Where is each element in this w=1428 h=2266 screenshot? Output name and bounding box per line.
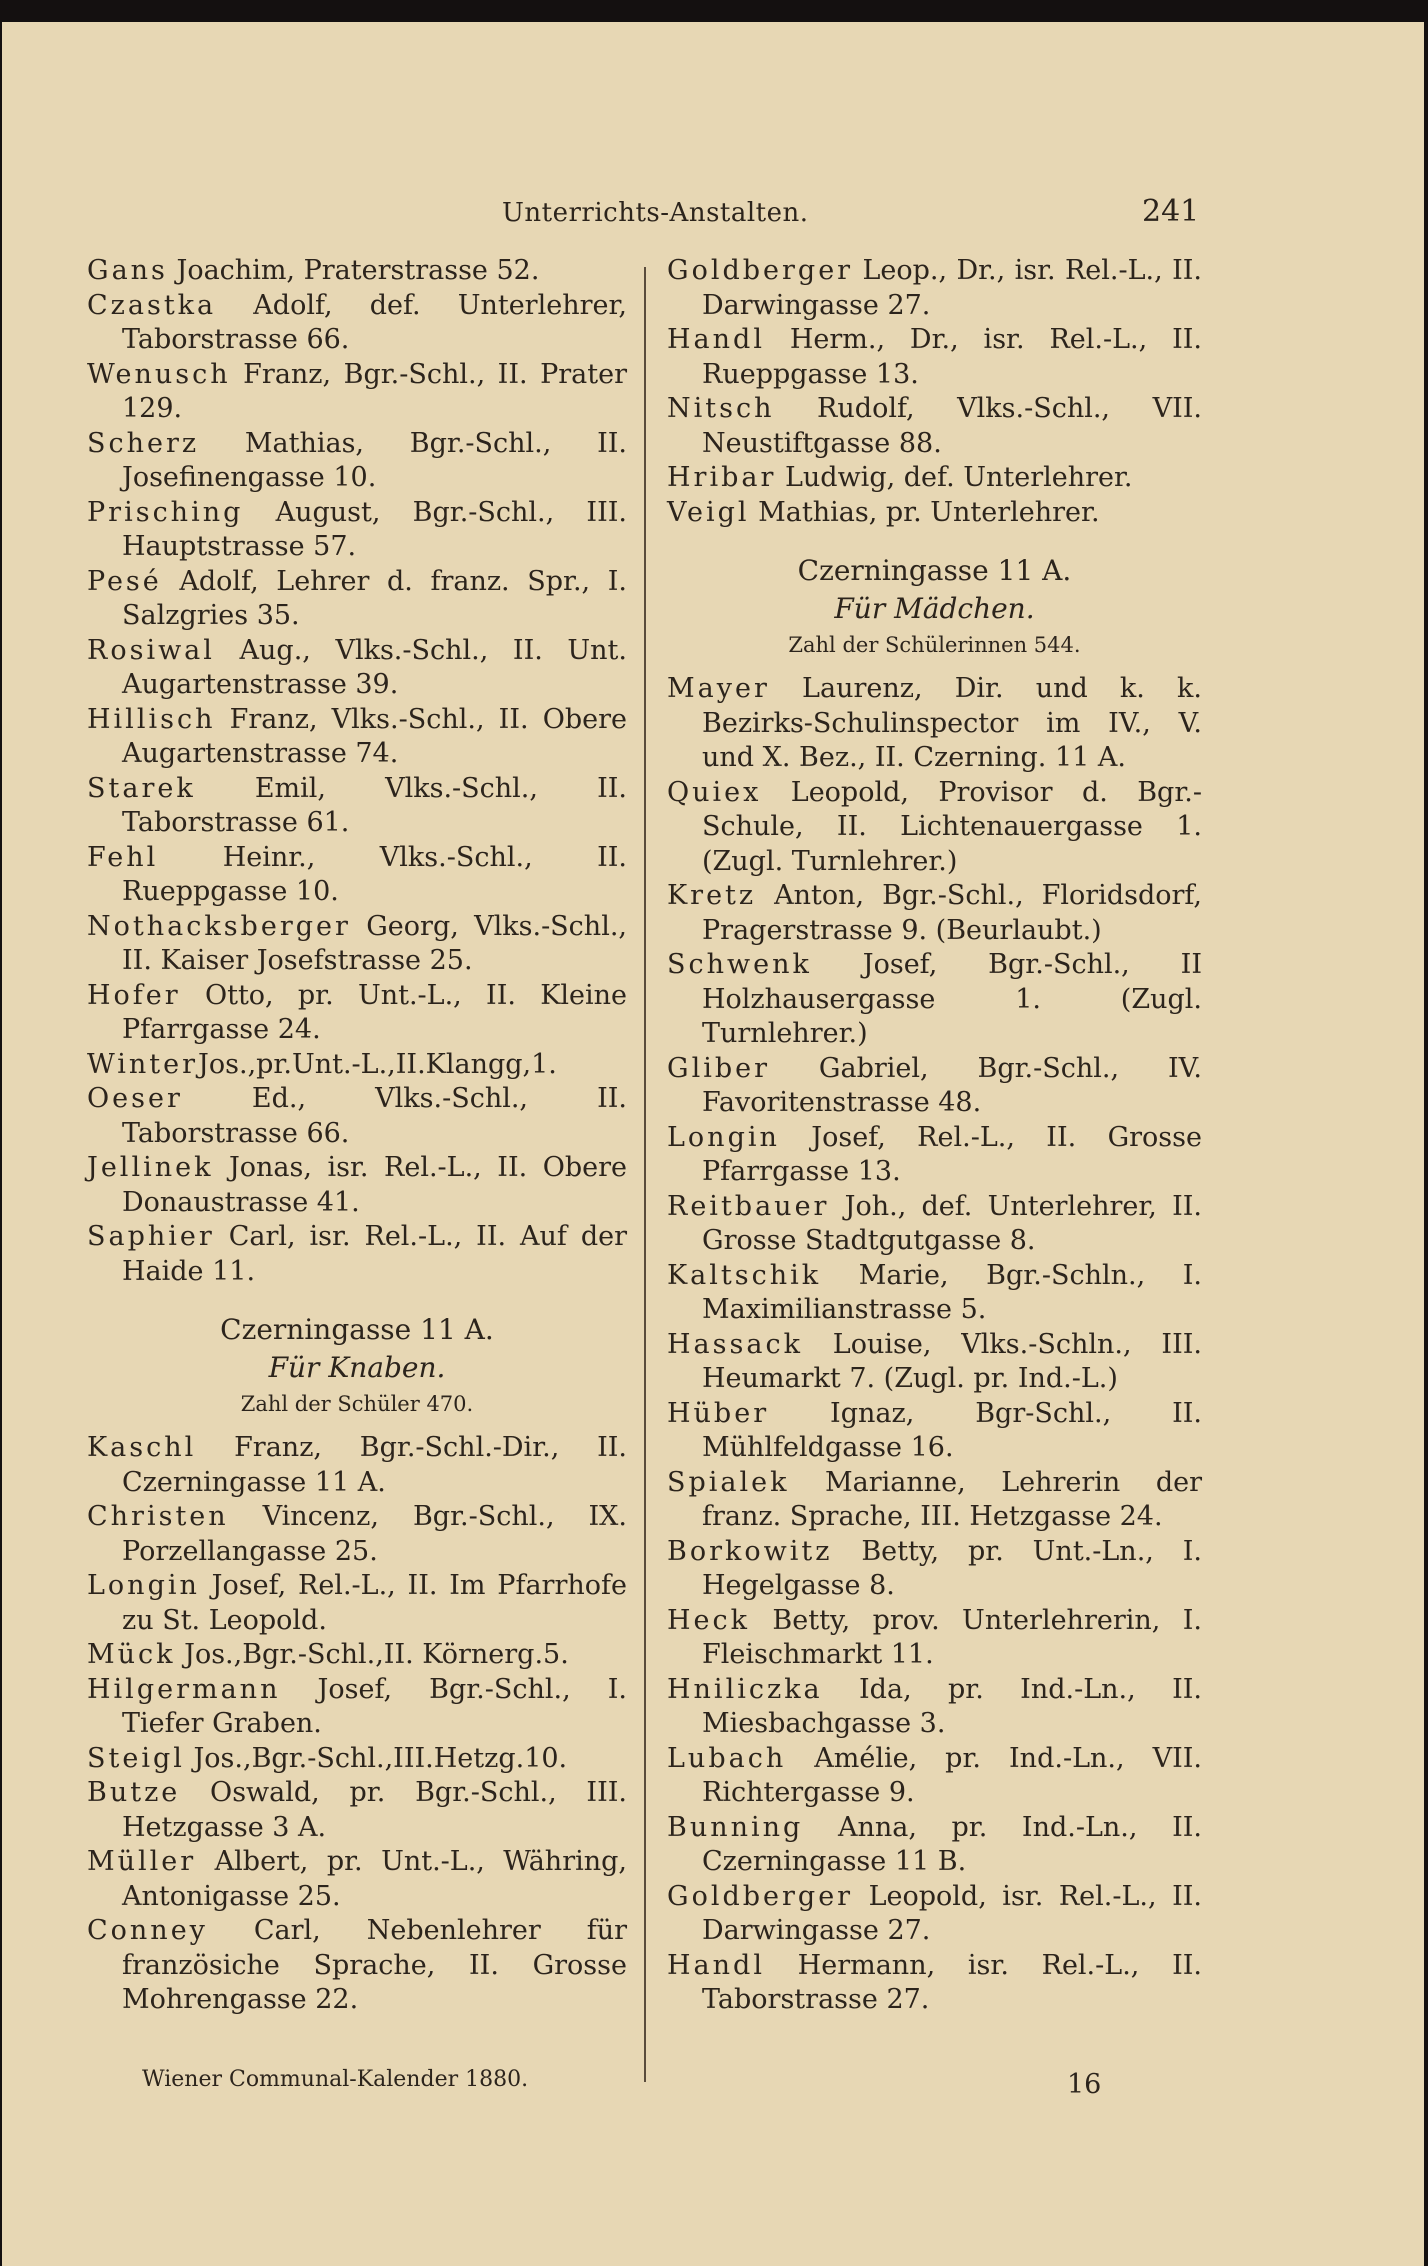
- directory-entry: [87, 1151, 627, 1220]
- section-header-girls: [667, 552, 1202, 662]
- entry-details: Franz, Bgr.-Schl.-Dir., II. Czerningasse 11 A.: [122, 1432, 627, 1498]
- section-note: Zahl der Schülerinnen 544.: [788, 633, 1081, 657]
- entry-surname: Nitsch: [667, 393, 775, 424]
- section-subtitle: Für Knaben.: [268, 1351, 446, 1384]
- entry-details: Franz, Vlks.-Schl., II. Obere Augartenstrasse 74.: [122, 703, 627, 769]
- page-number: 241: [1142, 194, 1200, 229]
- entry-surname: Winter: [87, 1048, 199, 1080]
- entry-details: Anna, pr. Ind.-Ln., II. Czerningasse 11 B.: [702, 1811, 1202, 1877]
- directory-entry: [87, 1776, 627, 1845]
- entry-details: Oswald, pr. Bgr.-Schl., III. Hetzgasse 3 A.: [122, 1777, 627, 1843]
- entry-surname: Veigl: [667, 496, 750, 528]
- entry-surname: Müller: [87, 1846, 197, 1877]
- entry-details: Mathias, Bgr.-Schl., II. Josefinengasse 10.: [122, 427, 627, 493]
- entry-surname: Pesé: [87, 565, 162, 597]
- directory-entry: [667, 1190, 1202, 1259]
- directory-entry: [667, 392, 1202, 461]
- entry-details: Leopold, isr. Rel.-L., II. Darwingasse 27.: [702, 1880, 1202, 1946]
- directory-entry: [87, 496, 627, 565]
- directory-entry: [87, 427, 627, 496]
- entry-surname: Heck: [667, 1604, 751, 1636]
- directory-entry: [87, 1048, 627, 1083]
- directory-entry: [667, 776, 1202, 880]
- entry-surname: Christen: [87, 1501, 229, 1532]
- entry-surname: Scherz: [87, 427, 200, 459]
- entry-surname: Conney: [87, 1915, 208, 1946]
- entry-list-left-bottom: [87, 1431, 627, 2018]
- entry-details: Betty, prov. Unterlehrerin, I. Fleischmarkt 11.: [702, 1604, 1202, 1670]
- entry-details: Laurenz, Dir. und k. k. Bezirks-Schulinspector im IV., V. und X. Bez., II. Czerning. 11 A.: [702, 673, 1202, 773]
- directory-entry: [667, 1673, 1202, 1742]
- directory-entry: [667, 323, 1202, 392]
- directory-entry: [667, 672, 1202, 776]
- directory-entry: [87, 703, 627, 772]
- directory-entry: [667, 1397, 1202, 1466]
- entry-details: Marie, Bgr.-Schln., I. Maximilianstrasse 5.: [702, 1259, 1202, 1325]
- entry-details: Ignaz, Bgr-Schl., II. Mühlfeldgasse 16.: [702, 1397, 1202, 1463]
- entry-surname: Jellinek: [87, 1152, 214, 1183]
- entry-surname: Quiex: [667, 776, 762, 808]
- entry-surname: Schwenk: [667, 949, 812, 980]
- directory-entry: [667, 1811, 1202, 1880]
- entry-details: Anton, Bgr.-Schl., Floridsdorf, Pragerstrasse 9. (Beurlaubt.): [702, 880, 1202, 946]
- section-note: Zahl der Schüler 470.: [240, 1392, 474, 1416]
- entry-details: Josef, Bgr.-Schl., II Holzhausergasse 1. (Zugl. Turnlehrer.): [702, 949, 1202, 1049]
- entry-details: Franz, Bgr.-Schl., II. Prater 129.: [122, 358, 627, 424]
- entry-details: Ed., Vlks.-Schl., II. Taborstrasse 66.: [122, 1083, 627, 1149]
- entry-surname: Gliber: [667, 1052, 771, 1084]
- entry-details: Jonas, isr. Rel.-L., II. Obere Donaustrasse 41.: [122, 1152, 627, 1218]
- directory-entry: [87, 1220, 627, 1289]
- directory-entry: [667, 879, 1202, 948]
- entry-surname: Prisching: [87, 496, 244, 528]
- entry-surname: Hassack: [667, 1328, 803, 1360]
- entry-details: Rudolf, Vlks.-Schl., VII. Neustiftgasse 88.: [702, 393, 1202, 459]
- entry-details: Carl, isr. Rel.-L., II. Auf der Haide 11.: [122, 1221, 627, 1287]
- entry-details: Adolf, Lehrer d. franz. Spr., I. Salzgries 35.: [122, 565, 627, 631]
- entry-surname: Handl: [667, 324, 765, 355]
- directory-entry: [667, 1535, 1202, 1604]
- entry-surname: Wenusch: [87, 358, 231, 390]
- entry-surname: Kretz: [667, 880, 757, 911]
- directory-entry: [87, 979, 627, 1048]
- entry-details: Jos.,Bgr.-Schl.,III.Hetzg.10.: [184, 1742, 568, 1774]
- entry-details: Leop., Dr., isr. Rel.-L., II. Darwingasse 27.: [702, 255, 1202, 321]
- entry-surname: Hniliczka: [667, 1673, 823, 1705]
- entry-details: Aug., Vlks.-Schl., II. Unt. Augartenstrasse 39.: [122, 634, 627, 700]
- directory-entry: [667, 496, 1202, 531]
- entry-surname: Fehl: [87, 841, 159, 873]
- entry-details: Hermann, isr. Rel.-L., II. Taborstrasse 27.: [702, 1949, 1202, 2015]
- directory-entry: [667, 1259, 1202, 1328]
- directory-entry: [667, 1880, 1202, 1949]
- entry-details: Leopold, Provisor d. Bgr.-Schule, II. Lichtenauergasse 1. (Zugl. Turnlehrer.): [702, 776, 1202, 877]
- entry-details: Marianne, Lehrerin der franz. Sprache, III. Hetzgasse 24.: [702, 1466, 1202, 1532]
- entry-surname: Hribar: [667, 462, 777, 493]
- entry-details: Louise, Vlks.-Schln., III. Heumarkt 7. (Zugl. pr. Ind.-L.): [702, 1328, 1202, 1394]
- directory-entry: [667, 1604, 1202, 1673]
- entry-details: Albert, pr. Unt.-L., Währing, Antonigasse 25.: [122, 1846, 627, 1912]
- directory-entry: [667, 948, 1202, 1052]
- directory-entry: [667, 254, 1202, 323]
- right-column: [667, 254, 1202, 2018]
- entry-surname: Rosiwal: [87, 634, 215, 666]
- entry-surname: Hillisch: [87, 703, 216, 735]
- directory-entry: [87, 910, 627, 979]
- entry-surname: Kaltschik: [667, 1259, 822, 1291]
- entry-details: Ida, pr. Ind.-Ln., II. Miesbachgasse 3.: [702, 1673, 1202, 1739]
- directory-entry: [667, 1052, 1202, 1121]
- directory-entry: [87, 1742, 627, 1777]
- entry-details: Carl, Nebenlehrer für französiche Sprache, II. Grosse Mohrengasse 22.: [122, 1915, 627, 2015]
- section-subtitle: Für Mädchen.: [834, 592, 1035, 625]
- directory-entry: [87, 841, 627, 910]
- entry-details: Joachim, Praterstrasse 52.: [167, 255, 540, 286]
- directory-entry: [667, 1121, 1202, 1190]
- entry-surname: Kaschl: [87, 1432, 197, 1463]
- entry-details: Josef, Rel.-L., II. Grosse Pfarrgasse 13.: [702, 1121, 1202, 1187]
- entry-details: Jos.,Bgr.-Schl.,II. Körnerg.5.: [175, 1639, 569, 1670]
- entry-surname: Steigl: [87, 1742, 185, 1774]
- entry-surname: Mayer: [667, 673, 770, 704]
- directory-entry: [87, 1431, 627, 1500]
- directory-entry: [87, 1673, 627, 1742]
- entry-surname: Butze: [87, 1777, 181, 1808]
- directory-entry: [667, 461, 1202, 496]
- entry-surname: Longin: [667, 1121, 780, 1153]
- directory-entry: [667, 1742, 1202, 1811]
- entry-details: Amélie, pr. Ind.-Ln., VII. Richtergasse 9.: [702, 1742, 1202, 1808]
- entry-surname: Nothacksberger: [87, 910, 351, 942]
- entry-surname: Starek: [87, 772, 196, 804]
- directory-entry: [87, 1082, 627, 1151]
- entry-details: August, Bgr.-Schl., III. Hauptstrasse 57.: [122, 496, 627, 562]
- entry-surname: Hüber: [667, 1397, 770, 1429]
- entry-surname: Gans: [87, 255, 168, 286]
- directory-entry: [87, 565, 627, 634]
- entry-details: Betty, pr. Unt.-Ln., I. Hegelgasse 8.: [702, 1535, 1202, 1601]
- entry-surname: Spialek: [667, 1466, 790, 1498]
- section-title: Czerningasse 11 A.: [220, 1313, 494, 1346]
- entry-details: Gabriel, Bgr.-Schl., IV. Favoritenstrasse 48.: [702, 1052, 1202, 1118]
- entry-details: Josef, Bgr.-Schl., I. Tiefer Graben.: [122, 1673, 627, 1739]
- entry-surname: Reitbauer: [667, 1190, 830, 1222]
- footer-title: Wiener Communal-Kalender 1880.: [142, 2067, 529, 2092]
- entry-surname: Borkowitz: [667, 1535, 833, 1567]
- entry-details: Adolf, def. Unterlehrer, Taborstrasse 66.: [122, 289, 627, 355]
- directory-entry: [667, 1466, 1202, 1535]
- entry-details: Ludwig, def. Unterlehrer.: [776, 462, 1133, 493]
- directory-entry: [87, 1569, 627, 1638]
- entry-surname: Longin: [87, 1570, 200, 1601]
- entry-details: Mathias, pr. Unterlehrer.: [749, 496, 1100, 528]
- entry-surname: Czastka: [87, 289, 217, 321]
- directory-entry: [87, 1845, 627, 1914]
- directory-entry: [87, 634, 627, 703]
- directory-entry: [87, 289, 627, 358]
- section-header-boys: [87, 1311, 627, 1421]
- entry-surname: Goldberger: [667, 255, 854, 286]
- directory-entry: [87, 1638, 627, 1673]
- running-header: Unterrichts-Anstalten.: [502, 198, 809, 228]
- entry-list-right-bottom: [667, 672, 1202, 2018]
- entry-surname: Handl: [667, 1949, 765, 1981]
- directory-entry: [87, 254, 627, 289]
- column-divider: [644, 267, 646, 2082]
- entry-surname: Oeser: [87, 1083, 183, 1114]
- entry-details: Emil, Vlks.-Schl., II. Taborstrasse 61.: [122, 772, 627, 838]
- entry-details: Herm., Dr., isr. Rel.-L., II. Rueppgasse 13.: [702, 324, 1202, 390]
- directory-entry: [667, 1949, 1202, 2018]
- book-page: [2, 22, 1424, 2266]
- directory-entry: [87, 772, 627, 841]
- entry-details: Georg, Vlks.-Schl., II. Kaiser Josefstrasse 25.: [122, 910, 627, 976]
- entry-details: Otto, pr. Unt.-L., II. Kleine Pfarrgasse 24.: [122, 979, 627, 1045]
- entry-details: Josef, Rel.-L., II. Im Pfarrhofe zu St. Leopold.: [122, 1570, 627, 1636]
- entry-surname: Goldberger: [667, 1880, 854, 1912]
- entry-surname: Mück: [87, 1639, 176, 1670]
- directory-entry: [87, 1500, 627, 1569]
- signature-mark: 16: [1067, 2069, 1102, 2100]
- entry-surname: Lubach: [667, 1742, 787, 1774]
- section-title: Czerningasse 11 A.: [797, 554, 1072, 587]
- entry-details: Heinr., Vlks.-Schl., II. Rueppgasse 10.: [122, 841, 627, 907]
- entry-surname: Saphier: [87, 1221, 215, 1252]
- entry-surname: Hilgermann: [87, 1673, 281, 1705]
- entry-details: Joh., def. Unterlehrer, II. Grosse Stadtgutgasse 8.: [702, 1190, 1202, 1256]
- entry-list-left-top: [87, 254, 627, 1289]
- entry-details: Jos.,pr.Unt.-L.,II.Klangg,1.: [198, 1048, 557, 1080]
- directory-entry: [87, 358, 627, 427]
- left-column: [87, 254, 627, 2018]
- directory-entry: [667, 1328, 1202, 1397]
- entry-details: Vincenz, Bgr.-Schl., IX. Porzellangasse 25.: [122, 1501, 627, 1567]
- entry-list-right-top: [667, 254, 1202, 530]
- entry-surname: Hofer: [87, 979, 181, 1011]
- directory-entry: [87, 1914, 627, 2018]
- entry-surname: Bunning: [667, 1811, 804, 1843]
